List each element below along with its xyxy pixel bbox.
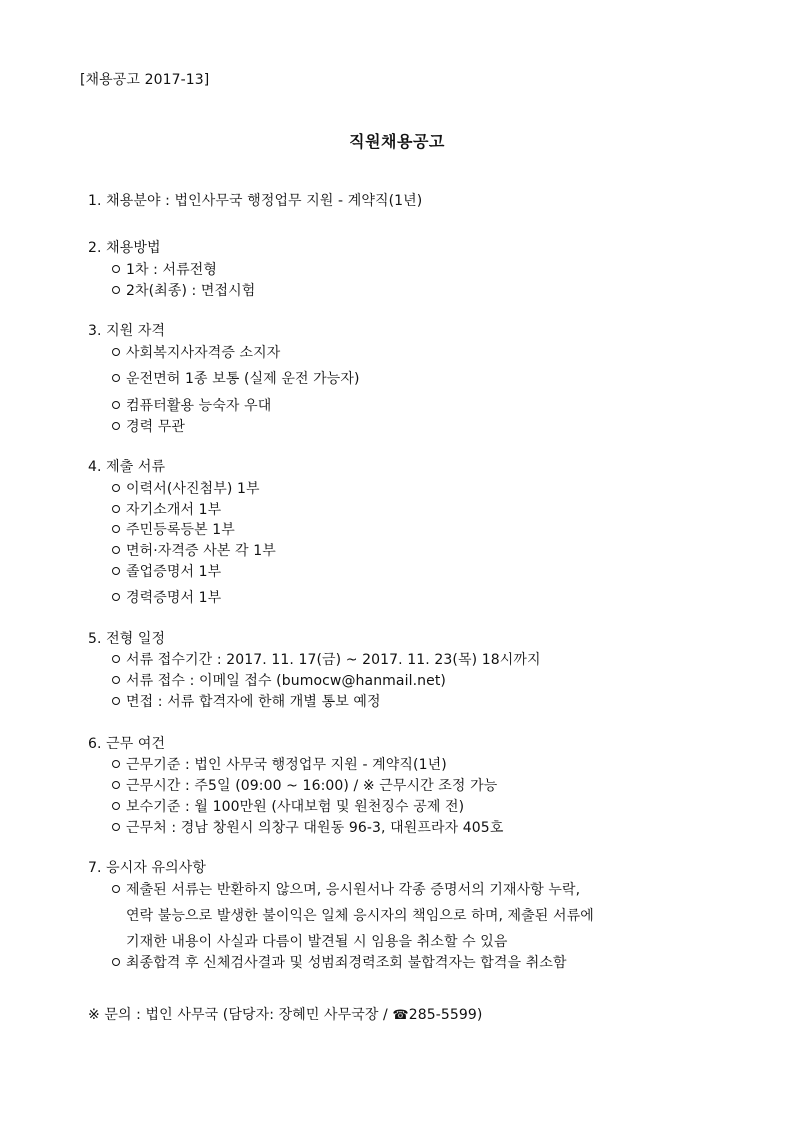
bullet-icon xyxy=(112,802,120,810)
bullet-icon xyxy=(112,374,120,382)
list-item: 졸업증명서 1부 xyxy=(112,562,221,582)
bullet-icon xyxy=(112,505,120,513)
bullet-icon xyxy=(112,781,120,789)
list-item-continuation: 연락 불능으로 발생한 불이익은 일체 응시자의 책임으로 하며, 제출된 서류에 xyxy=(126,908,594,924)
bullet-icon xyxy=(112,525,120,533)
list-item: 면접 : 서류 합격자에 한해 개별 통보 예정 xyxy=(112,692,381,712)
bullet-icon xyxy=(112,823,120,831)
notice-id: [채용공고 2017-13] xyxy=(80,72,210,88)
section-3-heading: 3. 지원 자격 xyxy=(88,323,166,339)
list-item: 컴퓨터활용 능숙자 우대 xyxy=(112,396,271,416)
list-item: 경력증명서 1부 xyxy=(112,588,221,608)
bullet-icon xyxy=(112,958,120,966)
bullet-icon xyxy=(112,546,120,554)
contact-info xyxy=(88,1005,482,1026)
section-5-heading: 5. 전형 일정 xyxy=(88,631,166,647)
list-item: 주민등록등본 1부 xyxy=(112,520,235,540)
list-item: 면허·자격증 사본 각 1부 xyxy=(112,541,276,561)
bullet-icon xyxy=(112,401,120,409)
bullet-icon xyxy=(112,286,120,294)
contact-prefix: ※ 문의 : 법인 사무국 (담당자: 장혜민 사무국장 / xyxy=(88,1007,393,1023)
phone-icon: ☎ xyxy=(392,1008,409,1023)
bullet-icon xyxy=(112,567,120,575)
list-item: 서류 접수기간 : 2017. 11. 17(금) ~ 2017. 11. 23(목) 18시까지 xyxy=(112,650,541,670)
list-item-continuation: 기재한 내용이 사실과 다름이 발견될 시 임용을 취소할 수 있음 xyxy=(126,934,508,950)
list-item: 자기소개서 1부 xyxy=(112,500,221,520)
list-item: 1차 : 서류전형 xyxy=(112,260,217,280)
bullet-icon xyxy=(112,484,120,492)
section-4-heading: 4. 제출 서류 xyxy=(88,459,166,475)
page-title: 직원채용공고 xyxy=(349,132,445,151)
list-item: 운전면허 1종 보통 (실제 운전 가능자) xyxy=(112,369,360,389)
list-item: 2차(최종) : 면접시험 xyxy=(112,281,255,301)
section-7-heading: 7. 응시자 유의사항 xyxy=(88,860,207,876)
bullet-icon xyxy=(112,655,120,663)
list-item: 근무시간 : 주5일 (09:00 ~ 16:00) / ※ 근무시간 조정 가능 xyxy=(112,776,497,796)
bullet-icon xyxy=(112,697,120,705)
list-item: 보수기준 : 월 100만원 (사대보험 및 원천징수 공제 전) xyxy=(112,797,464,817)
bullet-icon xyxy=(112,760,120,768)
list-item: 사회복지사자격증 소지자 xyxy=(112,343,280,363)
section-1-heading: 1. 채용분야 : 법인사무국 행정업무 지원 - 계약직(1년) xyxy=(88,193,423,209)
list-item: 최종합격 후 신체검사결과 및 성범죄경력조회 불합격자는 합격을 취소함 xyxy=(112,953,567,973)
list-item: 서류 접수 : 이메일 접수 (bumocw@hanmail.net) xyxy=(112,671,446,691)
bullet-icon xyxy=(112,348,120,356)
bullet-icon xyxy=(112,676,120,684)
bullet-icon xyxy=(112,265,120,273)
list-item: 제출된 서류는 반환하지 않으며, 응시원서나 각종 증명서의 기재사항 누락, xyxy=(112,880,580,900)
section-6-heading: 6. 근무 여건 xyxy=(88,736,166,752)
bullet-icon xyxy=(112,885,120,893)
bullet-icon xyxy=(112,422,120,430)
list-item: 근무처 : 경남 창원시 의창구 대원동 96-3, 대원프라자 405호 xyxy=(112,818,503,838)
section-2-heading: 2. 채용방법 xyxy=(88,240,161,256)
list-item: 이력서(사진첨부) 1부 xyxy=(112,479,260,499)
list-item: 근무기준 : 법인 사무국 행정업무 지원 - 계약직(1년) xyxy=(112,755,447,775)
bullet-icon xyxy=(112,593,120,601)
contact-phone: 285-5599) xyxy=(408,1007,483,1023)
list-item: 경력 무관 xyxy=(112,417,185,437)
